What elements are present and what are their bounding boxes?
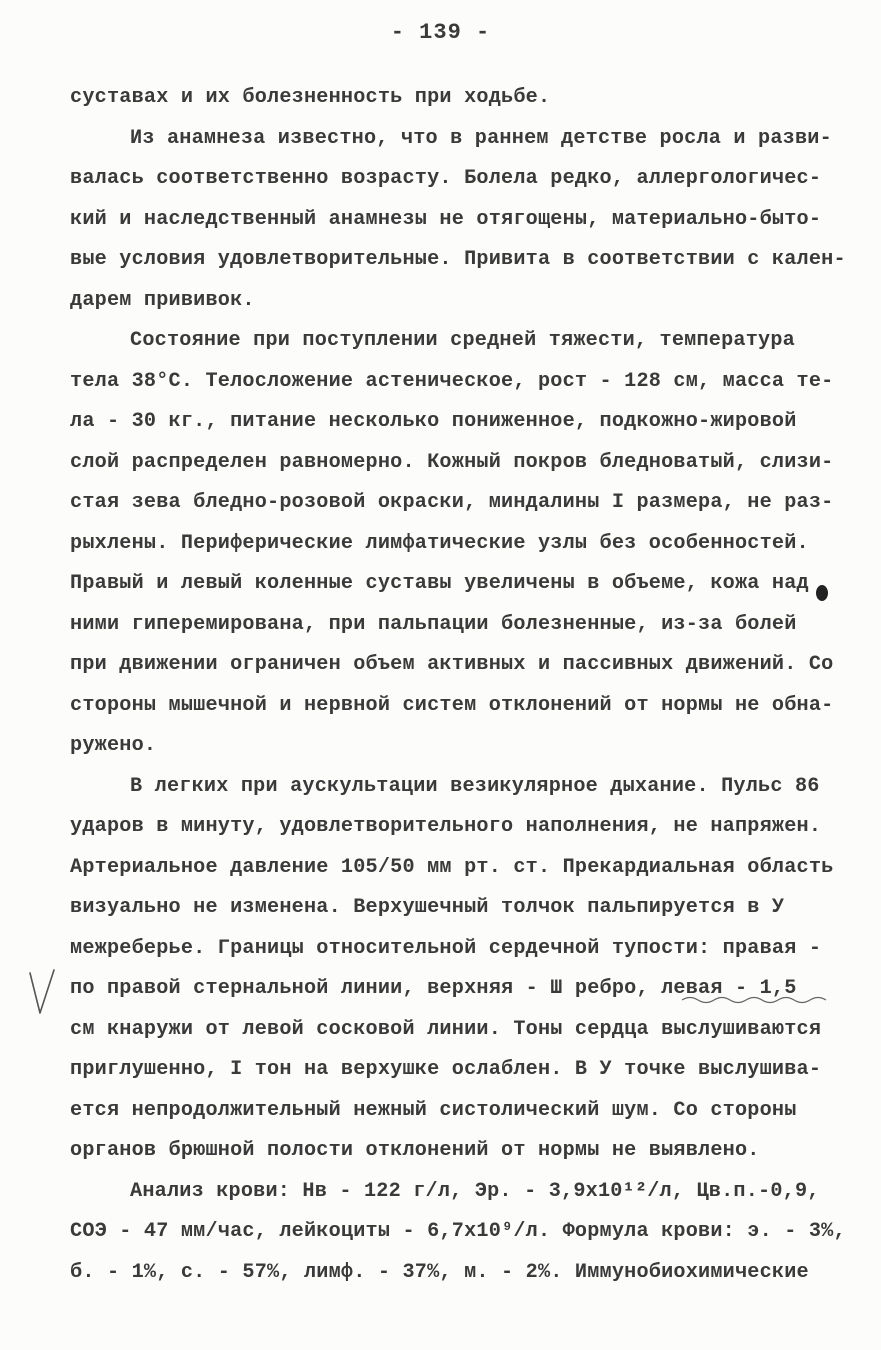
- text-line: органов брюшной полости отклонений от нормы не выявлено.: [70, 1139, 760, 1162]
- text-line: стая зева бледно-розовой окраски, миндалины I размера, не раз-: [70, 491, 834, 514]
- text-line: при движении ограничен объем активных и пассивных движений. Со: [70, 653, 834, 676]
- text-line: тела 38°С. Телосложение астеническое, рост - 128 см, масса те-: [70, 369, 834, 393]
- text-line: рыхлены. Периферические лимфатические узлы без особенностей.: [70, 531, 809, 555]
- text-line: суставах и их болезненность при ходьбе.: [70, 86, 551, 109]
- text-line: слой распределен равномерно. Кожный покров бледноватый, слизи-: [70, 450, 834, 474]
- paragraph-start-line: В легких при аускультации везикулярное дыхание. Пульс 86: [130, 774, 820, 798]
- text-line: приглушенно, I тон на верхушке ослаблен. В У точке выслушива-: [70, 1058, 822, 1081]
- text-line: ударов в минуту, удовлетворительного наполнения, не напряжен.: [70, 815, 822, 838]
- text-line: б. - 1%, с. - 57%, лимф. - 37%, м. - 2%. Иммунобиохимические: [70, 1260, 809, 1284]
- text-line: межреберье. Границы относительной сердечной тупости: правая -: [70, 936, 822, 960]
- checkmark-annotation: [28, 968, 58, 1018]
- text-line: вые условия удовлетворительные. Привита в соответствии с кален-: [70, 248, 846, 271]
- text-line: кий и наследственный анамнезы не отягощены, материально-быто-: [70, 207, 822, 231]
- paragraph-start-line: Анализ крови: Нв - 122 г/л, Эр. - 3,9х10¹²/л, Цв.п.-0,9,: [130, 1179, 820, 1203]
- document-body: [70, 78, 846, 1293]
- text-line: валась соответственно возрасту. Болела редко, аллергологичес-: [70, 167, 822, 190]
- text-line: стороны мышечной и нервной систем отклонений от нормы не обна-: [70, 693, 834, 717]
- text-line: визуально не изменена. Верхушечный толчок пальпируется в У: [70, 896, 785, 919]
- text-line: Артериальное давление 105/50 мм рт. ст. Прекардиальная область: [70, 855, 834, 879]
- handwritten-underline: [680, 993, 830, 1007]
- text-line: ется непродолжительный нежный систолический шум. Со стороны: [70, 1098, 797, 1122]
- text-line: ними гиперемирована, при пальпации болезненные, из-за болей: [70, 612, 797, 636]
- text-line: дарем прививок.: [70, 288, 255, 312]
- text-line: ла - 30 кг., питание несколько пониженное, подкожно-жировой: [70, 410, 797, 433]
- text-line: см кнаружи от левой сосковой линии. Тоны сердца выслушиваются: [70, 1017, 822, 1041]
- text-line: Правый и левый коленные суставы увеличены в объеме, кожа над: [70, 572, 809, 595]
- paragraph-start-line: Из анамнеза известно, что в раннем детстве росла и разви-: [130, 126, 832, 150]
- text-line: ружено.: [70, 734, 157, 757]
- paragraph-start-line: Состояние при поступлении средней тяжести, температура: [130, 329, 795, 352]
- text-line: СОЭ - 47 мм/час, лейкоциты - 6,7х10⁹/л. Формула крови: э. - 3%,: [70, 1220, 846, 1243]
- ink-blot: [816, 585, 828, 601]
- page-number: - 139 -: [390, 20, 491, 45]
- text-line: по правой стернальной линии, верхняя - Ш ребро, левая - 1,5: [70, 977, 797, 1000]
